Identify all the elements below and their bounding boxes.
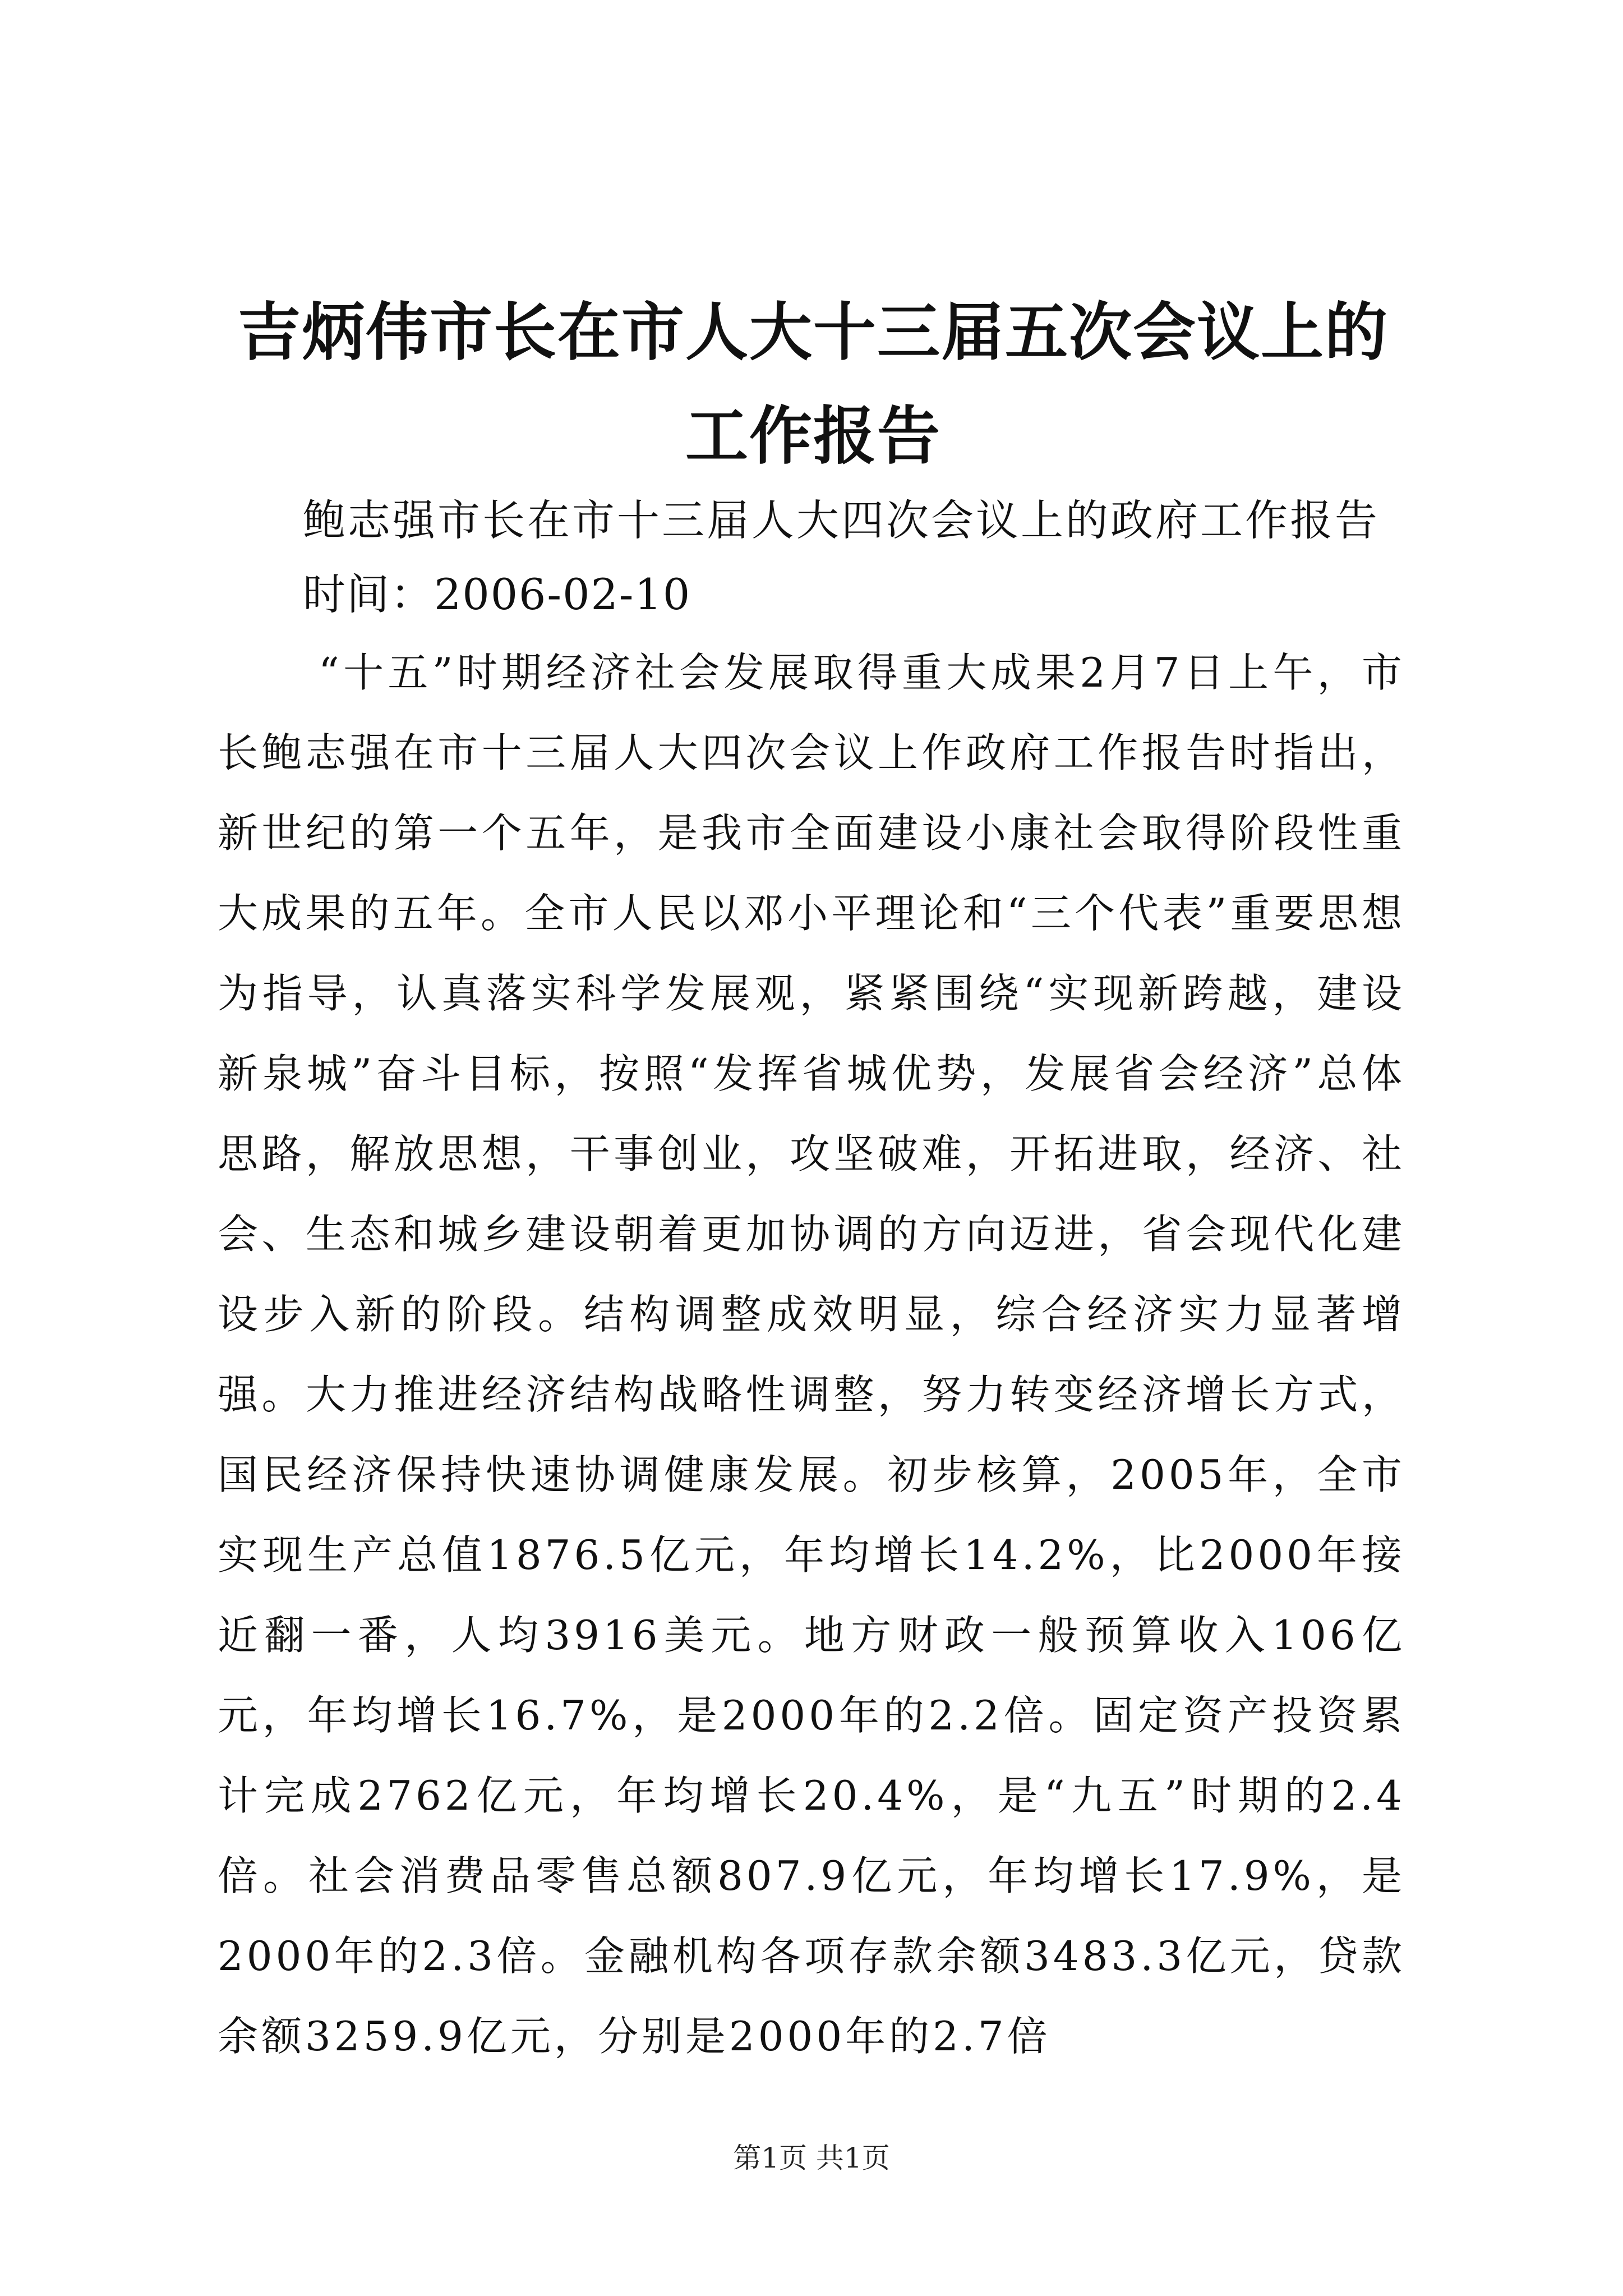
document-time: 时间：2006-02-10 [303,569,691,619]
document-body: “十五”时期经济社会发展取得重大成果2月7日上午，市长鲍志强在市十三届人大四次会议上作政府工作报告时指出，新世纪的第一个五年，是我市全面建设小康社会取得阶段性重大成果的五年。全市人民以邓小平理论和“三个代表”重要思想为指导，认真落实科学发展观，紧紧围绕“实现新跨越，建设新泉城”奋斗目标，按照“发挥省城优势，发展省会经济”总体思路，解放思想，干事创业，攻坚破难，开拓进取，经济、社会、生态和城乡建设朝着更加协调的方向迈进，省会现代化建设步入新的阶段。结构调整成效明显，综合经济实力显著增强。大力推进经济结构战略性调整，努力转变经济增长方式，国民经济保持快速协调健康发展。初步核算，2005年，全市实现生产总值1876.5亿元，年均增长14.2%，比2000年接近翻一番，人均3916美元。地方财政一般预算收入106亿元，年均增长16.7%，是2000年的2.2倍。固定资产投资累计完成2762亿元，年均增长20.4%，是“九五”时期的2.4倍。社会消费品零售总额807.9亿元，年均增长17.9%，是2000年的2.3倍。金融机构各项存款余额3483.3亿元，贷款余额3259.9亿元，分别是2000年的2.7倍 [218,649,1405,2060]
page-footer: 第1页 共1页 [733,2142,890,2174]
document-title: 吉炳伟市长在市人大十三届五次会议上的工作报告 [238,296,1389,473]
document-subtitle: 鲍志强市长在市十三届人大四次会议上的政府工作报告 [303,495,1380,545]
